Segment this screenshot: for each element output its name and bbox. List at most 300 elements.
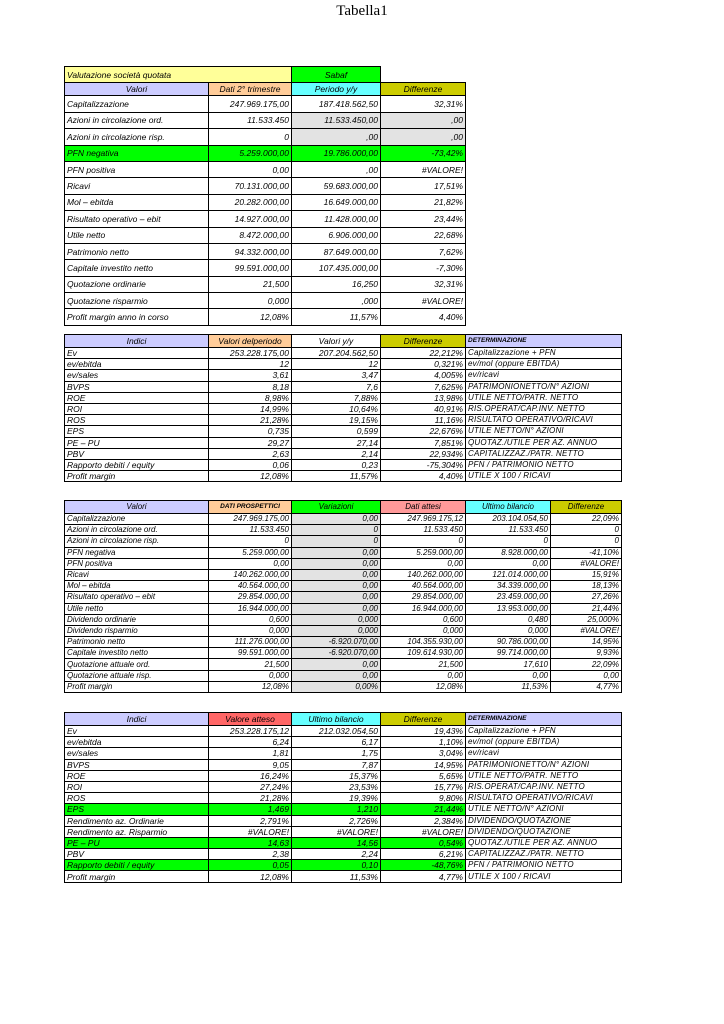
row-label: PFN positiva bbox=[65, 161, 209, 177]
determination-cell: ev/mol (oppure EBITDA) bbox=[466, 737, 622, 748]
value-cell: 0,600 bbox=[381, 614, 466, 625]
row-label: BVPS bbox=[65, 381, 209, 392]
table-row bbox=[65, 781, 622, 792]
determination-cell: Capitalizzazione + PFN bbox=[466, 348, 622, 359]
table4-header-row bbox=[65, 713, 622, 726]
value-cell: 14,95% bbox=[381, 759, 466, 770]
value-cell: 99.591.000,00 bbox=[209, 648, 292, 659]
row-label: Risultato operativo – ebit bbox=[65, 592, 209, 603]
value-cell: 12,08% bbox=[209, 471, 292, 482]
table-row bbox=[65, 415, 622, 426]
value-cell: 12 bbox=[209, 359, 292, 370]
row-label: Dividendo ordinarie bbox=[65, 614, 209, 625]
value-cell: 7,6 bbox=[292, 381, 381, 392]
table-row bbox=[65, 161, 466, 177]
company-valuation-table bbox=[64, 66, 466, 326]
page-title: Tabella1 bbox=[336, 3, 388, 19]
determination-cell: PFN / PATRIMONIO NETTO bbox=[466, 459, 622, 470]
table-row bbox=[65, 603, 622, 614]
value-cell: 0 bbox=[292, 525, 381, 536]
value-cell: 0,00 bbox=[381, 558, 466, 569]
table-row bbox=[65, 558, 622, 569]
value-cell: 0 bbox=[381, 536, 466, 547]
value-cell: 22,68% bbox=[381, 227, 466, 243]
value-cell: 3,61 bbox=[209, 370, 292, 381]
value-cell: 247.969.175,00 bbox=[209, 514, 292, 525]
column-header: DETERMINAZIONE bbox=[466, 335, 622, 348]
value-cell: 7,625% bbox=[381, 381, 466, 392]
row-label: PBV bbox=[65, 849, 209, 860]
value-cell: 12,08% bbox=[209, 681, 292, 692]
table-row bbox=[65, 194, 466, 210]
value-cell: 11.533.450 bbox=[209, 525, 292, 536]
value-cell: 12 bbox=[292, 359, 381, 370]
value-cell: 16,24% bbox=[209, 770, 292, 781]
determination-cell: ev/mol (oppure EBITDA) bbox=[466, 359, 622, 370]
value-cell: 16,250 bbox=[292, 276, 381, 292]
table-row bbox=[65, 293, 466, 309]
value-cell: 23.459.000,00 bbox=[466, 592, 551, 603]
value-cell: 0,54% bbox=[381, 837, 466, 848]
value-cell: 7,851% bbox=[381, 437, 466, 448]
value-cell: 187.418.562,50 bbox=[292, 96, 381, 112]
row-label: Dividendo risparmio bbox=[65, 625, 209, 636]
value-cell: -73,42% bbox=[381, 145, 466, 161]
value-cell: 2,791% bbox=[209, 815, 292, 826]
value-cell: 3,47 bbox=[292, 370, 381, 381]
column-header: DATI PROSPETTICI bbox=[209, 501, 292, 514]
value-cell: -48,76% bbox=[381, 860, 466, 871]
row-label: Capitalizzazione bbox=[65, 96, 209, 112]
value-cell: 29,27 bbox=[209, 437, 292, 448]
determination-cell: PATRIMONIONETTO/N° AZIONI bbox=[466, 759, 622, 770]
value-cell: 22,212% bbox=[381, 348, 466, 359]
row-label: Azioni in circolazione ord. bbox=[65, 112, 209, 128]
row-label: PBV bbox=[65, 448, 209, 459]
value-cell: 19,43% bbox=[381, 726, 466, 737]
value-cell: 15,91% bbox=[551, 569, 622, 580]
value-cell: 15,77% bbox=[381, 781, 466, 792]
table-row bbox=[65, 826, 622, 837]
value-cell: 3,04% bbox=[381, 748, 466, 759]
value-cell: 0,00 bbox=[292, 603, 381, 614]
row-label: Profit margin anno in corso bbox=[65, 309, 209, 325]
determination-cell: ev/ricavi bbox=[466, 370, 622, 381]
table-row bbox=[65, 625, 622, 636]
table-row bbox=[65, 536, 622, 547]
column-header: Valori bbox=[65, 83, 209, 96]
value-cell: 8,18 bbox=[209, 381, 292, 392]
value-cell: -7,30% bbox=[381, 260, 466, 276]
value-cell: 2,384% bbox=[381, 815, 466, 826]
value-cell: 7,88% bbox=[292, 392, 381, 403]
value-cell: 18,13% bbox=[551, 581, 622, 592]
table-row bbox=[65, 793, 622, 804]
table-row bbox=[65, 815, 622, 826]
determination-cell: PFN / PATRIMONIO NETTO bbox=[466, 860, 622, 871]
value-cell: 21,28% bbox=[209, 793, 292, 804]
row-label: ev/ebitda bbox=[65, 359, 209, 370]
value-cell: 25,000% bbox=[551, 614, 622, 625]
value-cell: 12,08% bbox=[209, 309, 292, 325]
value-cell: -75,304% bbox=[381, 459, 466, 470]
table-row bbox=[65, 392, 622, 403]
row-label: PFN positiva bbox=[65, 558, 209, 569]
value-cell: 23,53% bbox=[292, 781, 381, 792]
value-cell: 5.259.000,00 bbox=[209, 145, 292, 161]
column-header: Ultimo bilancio bbox=[466, 501, 551, 514]
column-header: Differenze bbox=[551, 501, 622, 514]
value-cell: 111.276.000,00 bbox=[209, 637, 292, 648]
value-cell: 11.533.450,00 bbox=[292, 112, 381, 128]
table-row bbox=[65, 381, 622, 392]
value-cell: 11.533.450 bbox=[209, 112, 292, 128]
value-cell: 104.355.930,00 bbox=[381, 637, 466, 648]
value-cell: 8.472.000,00 bbox=[209, 227, 292, 243]
determination-cell: UTILE X 100 / RICAVI bbox=[466, 471, 622, 482]
value-cell: 11,57% bbox=[292, 309, 381, 325]
value-cell: 0 bbox=[551, 525, 622, 536]
table3-header-row bbox=[65, 501, 622, 514]
value-cell: ,00 bbox=[381, 129, 466, 145]
row-label: ROI bbox=[65, 403, 209, 414]
value-cell: #VALORE! bbox=[381, 826, 466, 837]
value-cell: 0,06 bbox=[209, 459, 292, 470]
row-label: ROS bbox=[65, 793, 209, 804]
column-header: Differenze bbox=[381, 83, 466, 96]
table-row bbox=[65, 637, 622, 648]
value-cell: 21,44% bbox=[551, 603, 622, 614]
value-cell: 0,10 bbox=[292, 860, 381, 871]
prospective-data-table bbox=[64, 500, 622, 693]
value-cell: 5.259.000,00 bbox=[209, 547, 292, 558]
determination-cell: UTILE NETTO/N° AZIONI bbox=[466, 804, 622, 815]
value-cell: 21,28% bbox=[209, 415, 292, 426]
value-cell: 16.944.000,00 bbox=[381, 603, 466, 614]
value-cell: 0,00 bbox=[209, 161, 292, 177]
row-label: Quotazione attuale risp. bbox=[65, 670, 209, 681]
value-cell: 40,91% bbox=[381, 403, 466, 414]
value-cell: 21,500 bbox=[209, 276, 292, 292]
value-cell: 11,57% bbox=[292, 471, 381, 482]
determination-cell: UTILE NETTO/N° AZIONI bbox=[466, 426, 622, 437]
value-cell: 59.683.000,00 bbox=[292, 178, 381, 194]
table-row bbox=[65, 260, 466, 276]
value-cell: 14,99% bbox=[209, 403, 292, 414]
table-row bbox=[65, 471, 622, 482]
row-label: Ricavi bbox=[65, 178, 209, 194]
expected-indices-table bbox=[64, 712, 622, 883]
value-cell: 27,24% bbox=[209, 781, 292, 792]
determination-cell: RISULTATO OPERATIVO/RICAVI bbox=[466, 415, 622, 426]
table1-title-row bbox=[65, 67, 466, 83]
value-cell: 0,00 bbox=[466, 670, 551, 681]
value-cell: #VALORE! bbox=[551, 625, 622, 636]
value-cell: #VALORE! bbox=[381, 161, 466, 177]
row-label: Mol – ebitda bbox=[65, 581, 209, 592]
table-row bbox=[65, 403, 622, 414]
row-label: Risultato operativo – ebit bbox=[65, 211, 209, 227]
table-row bbox=[65, 581, 622, 592]
table-row bbox=[65, 592, 622, 603]
value-cell: 21,44% bbox=[381, 804, 466, 815]
column-header: Valore atteso bbox=[209, 713, 292, 726]
value-cell: 34.339.000,00 bbox=[466, 581, 551, 592]
determination-cell: UTILE X 100 / RICAVI bbox=[466, 871, 622, 882]
column-header: Indici bbox=[65, 335, 209, 348]
table-row bbox=[65, 837, 622, 848]
value-cell: 0,00 bbox=[292, 558, 381, 569]
table-row bbox=[65, 748, 622, 759]
value-cell: 2,63 bbox=[209, 448, 292, 459]
value-cell: 0,00 bbox=[292, 581, 381, 592]
value-cell: 11.533.450 bbox=[381, 525, 466, 536]
value-cell: 40.564.000,00 bbox=[209, 581, 292, 592]
row-label: ROE bbox=[65, 770, 209, 781]
value-cell: 0,735 bbox=[209, 426, 292, 437]
value-cell: 22,676% bbox=[381, 426, 466, 437]
value-cell: 0,00 bbox=[209, 558, 292, 569]
row-label: ROI bbox=[65, 781, 209, 792]
table-row bbox=[65, 525, 622, 536]
determination-cell: DIVIDENDO/QUOTAZIONE bbox=[466, 815, 622, 826]
determination-cell: ev/ricavi bbox=[466, 748, 622, 759]
value-cell: 1,210 bbox=[292, 804, 381, 815]
determination-cell: DIVIDENDO/QUOTAZIONE bbox=[466, 826, 622, 837]
table-row bbox=[65, 670, 622, 681]
value-cell: 0,000 bbox=[292, 625, 381, 636]
value-cell: 253.228.175,12 bbox=[209, 726, 292, 737]
table-row bbox=[65, 849, 622, 860]
value-cell: 0 bbox=[466, 536, 551, 547]
table-row bbox=[65, 514, 622, 525]
table-row bbox=[65, 681, 622, 692]
value-cell: 94.332.000,00 bbox=[209, 243, 292, 259]
table-row bbox=[65, 96, 466, 112]
row-label: BVPS bbox=[65, 759, 209, 770]
row-label: ROE bbox=[65, 392, 209, 403]
row-label: Capitale investito netto bbox=[65, 648, 209, 659]
column-header: Ultimo bilancio bbox=[292, 713, 381, 726]
value-cell: 32,31% bbox=[381, 276, 466, 292]
row-label: Profit margin bbox=[65, 471, 209, 482]
row-label: Patrimonio netto bbox=[65, 637, 209, 648]
table-row bbox=[65, 770, 622, 781]
value-cell: 0,00 bbox=[292, 547, 381, 558]
value-cell: 32,31% bbox=[381, 96, 466, 112]
table-row bbox=[65, 614, 622, 625]
value-cell: 11.428.000,00 bbox=[292, 211, 381, 227]
value-cell: -6.920.070,00 bbox=[292, 637, 381, 648]
value-cell: 11.533.450 bbox=[466, 525, 551, 536]
value-cell: 6.906.000,00 bbox=[292, 227, 381, 243]
column-header: Valori delperiodo bbox=[209, 335, 292, 348]
value-cell: 0,480 bbox=[466, 614, 551, 625]
value-cell: #VALORE! bbox=[292, 826, 381, 837]
value-cell: 8.928.000,00 bbox=[466, 547, 551, 558]
table-row bbox=[65, 145, 466, 161]
row-label: Patrimonio netto bbox=[65, 243, 209, 259]
value-cell: 207.204.562,50 bbox=[292, 348, 381, 359]
value-cell: 7,62% bbox=[381, 243, 466, 259]
column-header: Dati attesi bbox=[381, 501, 466, 514]
determination-cell: RIS.OPERAT/CAP.INV. NETTO bbox=[466, 781, 622, 792]
value-cell: 4,40% bbox=[381, 309, 466, 325]
table-row bbox=[65, 112, 466, 128]
determination-cell: QUOTAZ./UTILE PER AZ. ANNUO bbox=[466, 437, 622, 448]
table-row bbox=[65, 370, 622, 381]
value-cell: 0,00 bbox=[292, 514, 381, 525]
row-label: PE – PU bbox=[65, 837, 209, 848]
value-cell: 4,005% bbox=[381, 370, 466, 381]
value-cell: 14,56 bbox=[292, 837, 381, 848]
value-cell: 2,14 bbox=[292, 448, 381, 459]
table-row bbox=[65, 129, 466, 145]
column-header: Valori bbox=[65, 501, 209, 514]
row-label: Profit margin bbox=[65, 871, 209, 882]
table-row bbox=[65, 871, 622, 882]
value-cell: 0,00 bbox=[292, 659, 381, 670]
column-header: Differenze bbox=[381, 335, 466, 348]
period-indices-table bbox=[64, 334, 622, 482]
row-label: PFN negativa bbox=[65, 547, 209, 558]
table1-title-label: Valutazione società quotata bbox=[65, 67, 292, 83]
value-cell: #VALORE! bbox=[209, 826, 292, 837]
value-cell: 22,09% bbox=[551, 659, 622, 670]
value-cell: 0 bbox=[209, 129, 292, 145]
value-cell: 107.435.000,00 bbox=[292, 260, 381, 276]
value-cell: 11,16% bbox=[381, 415, 466, 426]
value-cell: 29.854.000,00 bbox=[381, 592, 466, 603]
value-cell: 70.131.000,00 bbox=[209, 178, 292, 194]
determination-cell: UTILE NETTO/PATR. NETTO bbox=[466, 392, 622, 403]
row-label: Ev bbox=[65, 348, 209, 359]
table-row bbox=[65, 437, 622, 448]
value-cell: 9,80% bbox=[381, 793, 466, 804]
row-label: ev/sales bbox=[65, 370, 209, 381]
value-cell: 0,000 bbox=[209, 670, 292, 681]
value-cell: 19,15% bbox=[292, 415, 381, 426]
value-cell: 0 bbox=[292, 536, 381, 547]
value-cell: 9,05 bbox=[209, 759, 292, 770]
table-row bbox=[65, 648, 622, 659]
column-header: Variazioni bbox=[292, 501, 381, 514]
value-cell: 14,63 bbox=[209, 837, 292, 848]
determination-cell: RISULTATO OPERATIVO/RICAVI bbox=[466, 793, 622, 804]
value-cell: 0,00 bbox=[381, 670, 466, 681]
value-cell: 6,17 bbox=[292, 737, 381, 748]
value-cell: 0,000 bbox=[292, 614, 381, 625]
table-row bbox=[65, 547, 622, 558]
determination-cell: PATRIMONIONETTO/N° AZIONI bbox=[466, 381, 622, 392]
determination-cell: CAPITALIZZAZ./PATR. NETTO bbox=[466, 849, 622, 860]
table-row bbox=[65, 211, 466, 227]
value-cell: 0,00 bbox=[551, 670, 622, 681]
value-cell: 99.714.000,00 bbox=[466, 648, 551, 659]
value-cell: 13,98% bbox=[381, 392, 466, 403]
row-label: Ricavi bbox=[65, 569, 209, 580]
table-row bbox=[65, 426, 622, 437]
row-label: Utile netto bbox=[65, 227, 209, 243]
table2-header-row bbox=[65, 335, 622, 348]
determination-cell: RIS.OPERAT/CAP.INV. NETTO bbox=[466, 403, 622, 414]
value-cell: -6.920.070,00 bbox=[292, 648, 381, 659]
table-row bbox=[65, 359, 622, 370]
value-cell: 0 bbox=[209, 536, 292, 547]
table-row bbox=[65, 759, 622, 770]
value-cell: 0,00 bbox=[292, 569, 381, 580]
value-cell: 0,321% bbox=[381, 359, 466, 370]
table-row bbox=[65, 348, 622, 359]
value-cell: ,00 bbox=[292, 129, 381, 145]
row-label: PE – PU bbox=[65, 437, 209, 448]
value-cell: 0,23 bbox=[292, 459, 381, 470]
row-label: Rendimento az. Ordinarie bbox=[65, 815, 209, 826]
value-cell: 140.262.000,00 bbox=[381, 569, 466, 580]
table-row bbox=[65, 860, 622, 871]
value-cell: 6,24 bbox=[209, 737, 292, 748]
value-cell: 1,75 bbox=[292, 748, 381, 759]
value-cell: ,000 bbox=[292, 293, 381, 309]
row-label: Rendimento az. Risparmio bbox=[65, 826, 209, 837]
value-cell: 1,469 bbox=[209, 804, 292, 815]
value-cell: 0 bbox=[551, 536, 622, 547]
value-cell: -41,10% bbox=[551, 547, 622, 558]
row-label: Quotazione ordinarie bbox=[65, 276, 209, 292]
row-label: EPS bbox=[65, 804, 209, 815]
value-cell: 5.259.000,00 bbox=[381, 547, 466, 558]
table-row bbox=[65, 569, 622, 580]
value-cell: 12,08% bbox=[381, 681, 466, 692]
row-label: Rapporto debiti / equity bbox=[65, 860, 209, 871]
value-cell: 27,26% bbox=[551, 592, 622, 603]
column-header: Dati 2° trimestre bbox=[209, 83, 292, 96]
value-cell: 22,09% bbox=[551, 514, 622, 525]
value-cell: 16.944.000,00 bbox=[209, 603, 292, 614]
value-cell: 5,65% bbox=[381, 770, 466, 781]
row-label: ev/sales bbox=[65, 748, 209, 759]
value-cell: 17,610 bbox=[466, 659, 551, 670]
value-cell: 0,00% bbox=[292, 681, 381, 692]
determination-cell: Capitalizzazione + PFN bbox=[466, 726, 622, 737]
value-cell: 109.614.930,00 bbox=[381, 648, 466, 659]
value-cell: ,00 bbox=[381, 112, 466, 128]
table-row bbox=[65, 737, 622, 748]
value-cell: 253.228.175,00 bbox=[209, 348, 292, 359]
value-cell: 13.953.000,00 bbox=[466, 603, 551, 614]
value-cell: 0,000 bbox=[209, 625, 292, 636]
value-cell: 0,00 bbox=[292, 592, 381, 603]
value-cell: #VALORE! bbox=[381, 293, 466, 309]
table-row bbox=[65, 178, 466, 194]
value-cell: 2,726% bbox=[292, 815, 381, 826]
column-header: DETERMINAZIONE bbox=[466, 713, 622, 726]
table-row bbox=[65, 804, 622, 815]
value-cell: 140.262.000,00 bbox=[209, 569, 292, 580]
value-cell: 90.786.000,00 bbox=[466, 637, 551, 648]
row-label: Utile netto bbox=[65, 603, 209, 614]
row-label: EPS bbox=[65, 426, 209, 437]
value-cell: 40.564.000,00 bbox=[381, 581, 466, 592]
table-row bbox=[65, 459, 622, 470]
row-label: Azioni in circolazione risp. bbox=[65, 536, 209, 547]
determination-cell: UTILE NETTO/PATR. NETTO bbox=[466, 770, 622, 781]
table-row bbox=[65, 276, 466, 292]
table-row bbox=[65, 243, 466, 259]
value-cell: 20.282.000,00 bbox=[209, 194, 292, 210]
table1-header-row bbox=[65, 83, 466, 96]
value-cell: 99.591.000,00 bbox=[209, 260, 292, 276]
